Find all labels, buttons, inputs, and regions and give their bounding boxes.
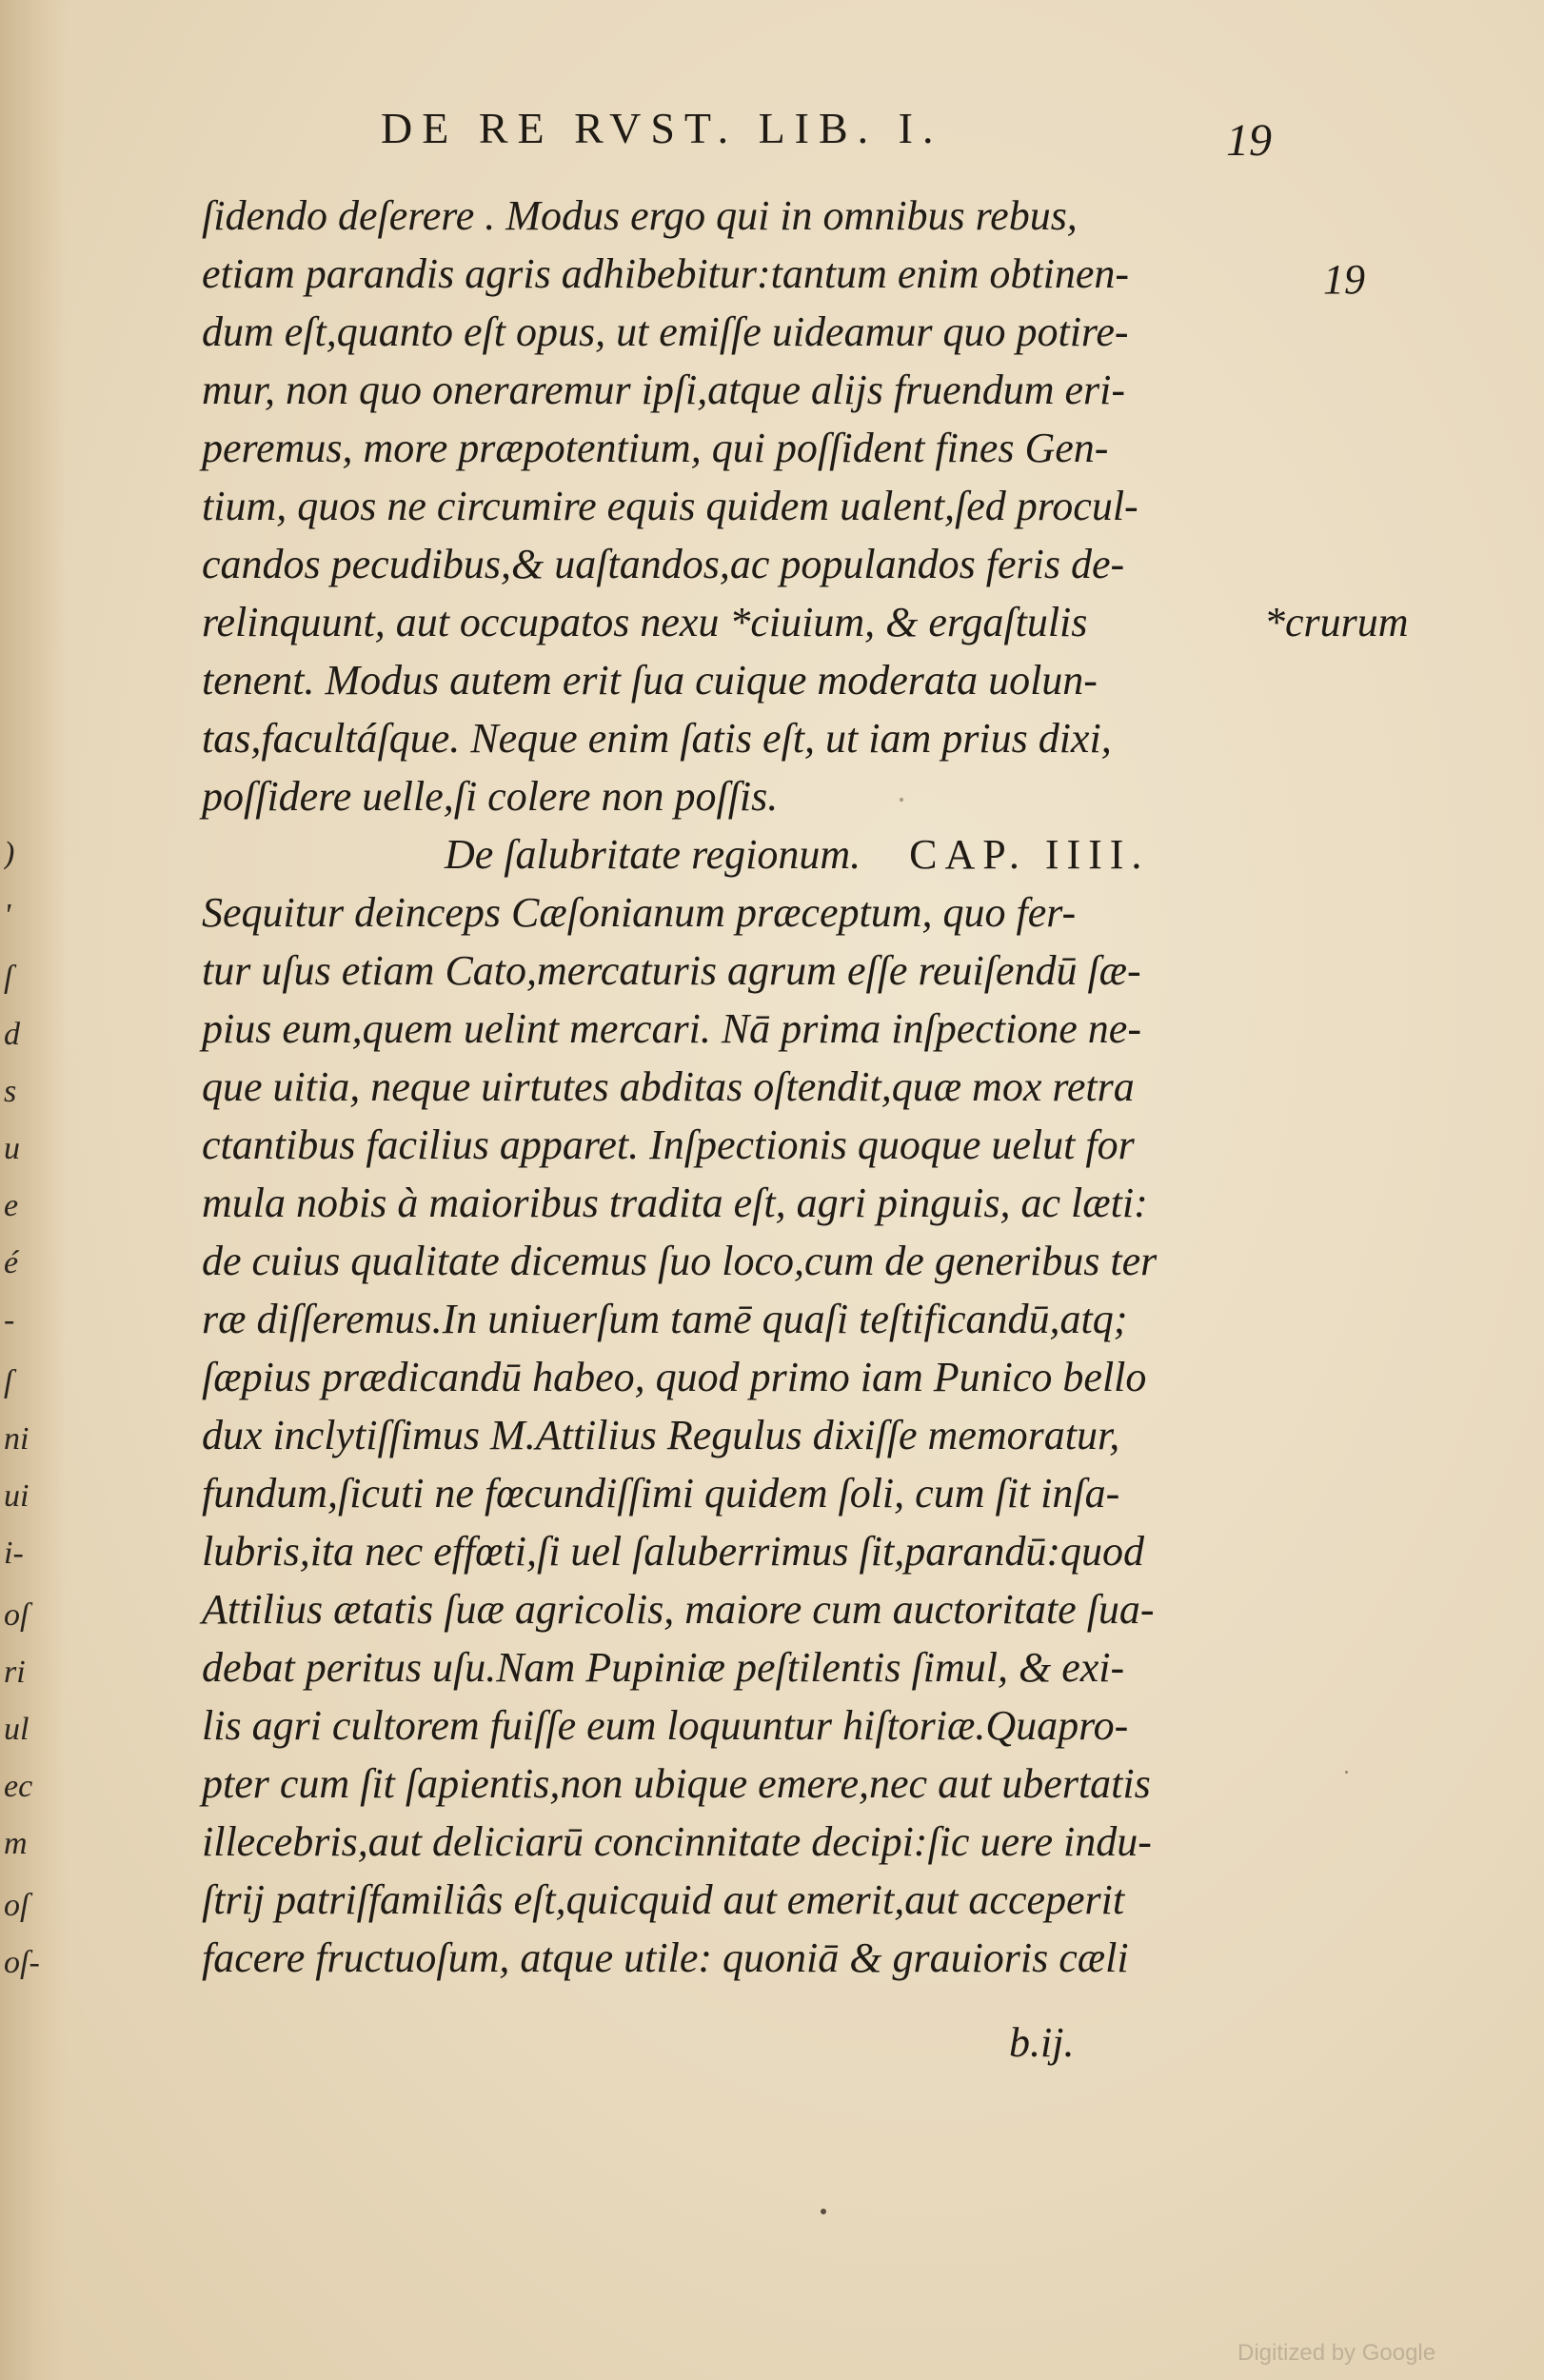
text-line: tas,facultáſque. Neque enim ſatis eſt, ut iam prius dixi, [202,715,1112,762]
text-block-before-heading [202,187,1268,825]
text-line: pter cum ſit ſapientis,non ubique emere,nec aut ubertatis [202,1760,1151,1807]
gutter-mark: ) [4,838,15,870]
text-line: lis agri cultorem fuiſſe eum loquuntur hiſtoriæ.Quapro- [202,1702,1129,1749]
text-line: ſtriј patriſfamiliâs eſt,quicquid aut emerit,aut acceperit [202,1876,1125,1923]
text-line: Attilius ætatis ſuæ agricolis, maiore cum auctoritate ſua- [202,1586,1155,1633]
text-line: tur uſus etiam Cato,mercaturis agrum eſſe reuiſendū ſæ- [202,947,1141,994]
gutter-mark: ' [4,900,11,932]
text-line: mula nobis à maioribus tradita eſt, agri pinguis, ac læti: [202,1180,1148,1226]
gutter-mark: oſ- [4,1947,40,1979]
text-line: ſæpius prædicandū habeo, quod primo iam Punico bello [202,1354,1147,1400]
chapter-heading [202,825,1268,883]
gutter-mark: m [4,1828,28,1860]
gutter-mark: ui [4,1480,30,1513]
text-line: pius eum,quem uelint mercari. Nā prima inſpectione ne- [202,1005,1141,1052]
chapter-title: De ſalubritate regionum. [445,831,861,878]
gutter-mark: d [4,1019,20,1051]
gutter-mark: e [4,1190,19,1222]
text-line: tenent. Modus autem erit ſua cuique moderata uolun- [202,657,1098,704]
gutter-mark: ri [4,1656,26,1689]
text-line: etiam parandis agris adhibebitur:tantum enim obtinen- [202,250,1130,297]
text-line: dum eſt,quanto eſt opus, ut emiſſe uideamur quo potire- [202,308,1129,355]
text-line: ræ diſſeremus.In uniuerſum tamē quaſi teſtificandū,atq; [202,1296,1128,1342]
text-line: illecebris,aut deliciarū concinnitate decipi:ſic uere indu- [202,1818,1152,1865]
gutter-mark: ni [4,1423,30,1456]
margin-page-number: 19 [1323,256,1365,303]
facing-page-gutter [0,0,67,2380]
text-line: de cuius qualitate dicemus ſuo loco,cum de generibus ter [202,1238,1158,1284]
gutter-mark: oſ [4,1890,30,1922]
body-text [202,187,1268,1987]
gutter-mark: i- [4,1537,24,1570]
text-line: lubris,ita nec effœti,ſi uel ſaluberrimus ſit,parandū:quod [202,1528,1144,1575]
chapter-number: CAP. IIII. [909,831,1150,878]
text-line: mur, non quo oneraremur ipſi,atque aliјs fruendum eri- [202,367,1125,413]
gutter-mark: ſ [4,962,13,994]
text-line: candos pecudibus,& uaſtandos,ac populandos feris de- [202,541,1125,587]
text-line: dux inclytiſſimus M.Attilius Regulus dixiſſe memoratur, [202,1412,1120,1458]
text-line: debat peritus uſu.Nam Pupiniæ peſtilentis ſimul, & exi- [202,1644,1125,1691]
text-line: ctantibus facilius apparet. Inſpectionis quoque uelut for [202,1121,1135,1168]
digitization-watermark: Digitized by Google [1237,2340,1436,2366]
ink-speck [900,798,903,802]
ink-speck [1345,1771,1348,1774]
gutter-mark: ul [4,1714,30,1746]
page-number: 19 [1226,115,1272,166]
text-line: relinquunt, aut occupatos nexu *ciuium, & ergaſtulis [202,599,1088,645]
text-line: fundum,ſicuti ne fœcundiſſimi quidem ſoli, cum ſit inſa- [202,1470,1120,1517]
text-line: que uitia, neque uirtutes abditas oſtendit,quæ mox retra [202,1063,1135,1110]
gutter-mark: ec [4,1771,33,1803]
text-line: poſſidere uelle,ſi colere non poſſis. [202,773,779,820]
gutter-mark: oſ [4,1599,30,1632]
gutter-mark: ſ [4,1366,13,1398]
text-line: facere fructuoſum, atque utile: quoniā & grauioris cæli [202,1934,1129,1981]
ink-speck [821,2209,826,2214]
gutter-mark: é [4,1247,19,1279]
gutter-mark: - [4,1304,15,1337]
text-line: ſidendo deſerere . Modus ergo qui in omnibus rebus, [202,192,1078,239]
margin-note: *crurum [1264,599,1409,645]
gutter-mark: u [4,1133,20,1165]
signature-mark: b.ij. [1009,2019,1075,2066]
text-line: Sequitur deinceps Cæſonianum præceptum, quo fer- [202,889,1077,936]
text-block-after-heading [202,883,1268,1987]
text-line: peremus, more præpotentium, qui poſſident fines Gen- [202,425,1109,471]
running-head: DE RE RVST. LIB. I. [381,104,943,152]
gutter-mark: s [4,1076,17,1108]
text-line: tium, quos ne circumire equis quidem ualent,ſed procul- [202,483,1138,529]
